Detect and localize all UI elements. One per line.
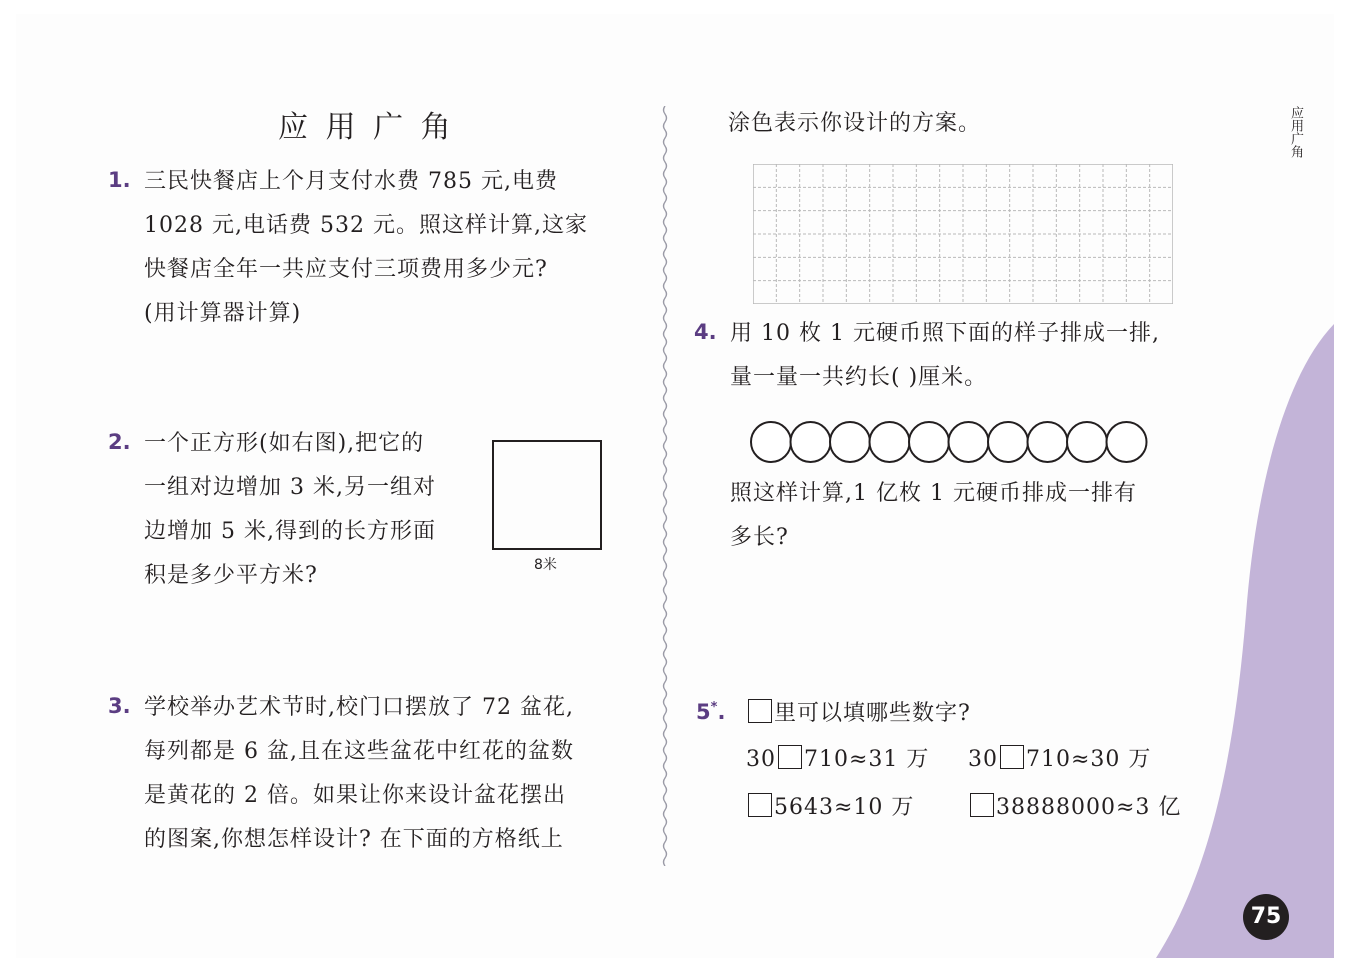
- question-1-line-2: 1028 元,电话费 532 元。照这样计算,这家: [144, 213, 588, 238]
- q5-item-4-suffix: 38888000≈3 亿: [996, 795, 1182, 820]
- coin: [870, 422, 910, 462]
- coin-row: [749, 419, 1169, 465]
- page-fold-divider: [656, 106, 674, 866]
- question-5-num: 5: [696, 700, 711, 724]
- question-4-line-3: 照这样计算,1 亿枚 1 元硬币排成一排有: [730, 481, 1137, 506]
- question-2-number: 2.: [108, 430, 131, 454]
- question-5-prompt: 里可以填哪些数字?: [774, 701, 971, 726]
- question-5-prompt-line: [746, 696, 971, 727]
- question-3-line-3: 是黄花的 2 倍。如果让你来设计盆花摆出: [144, 783, 566, 808]
- question-5-dot: .: [717, 700, 726, 724]
- q5-item-2-suffix: 710≈30 万: [1026, 747, 1152, 772]
- question-1-number: 1.: [108, 168, 131, 192]
- square-figure: [492, 440, 602, 550]
- q5-item-1-suffix: 710≈31 万: [804, 747, 930, 772]
- q5-item-4-box[interactable]: [970, 793, 994, 817]
- question-3-line-1: 学校举办艺术节时,校门口摆放了 72 盆花,: [144, 695, 574, 720]
- q5-item-1: [746, 742, 929, 773]
- q5-item-2-box[interactable]: [1000, 745, 1024, 769]
- question-3-continued: 涂色表示你设计的方案。: [728, 111, 982, 136]
- coin: [1028, 422, 1068, 462]
- coin: [791, 422, 831, 462]
- question-2-line-4: 积是多少平方米?: [144, 563, 318, 588]
- page-number-badge: 75: [1243, 894, 1289, 940]
- coin: [1107, 422, 1147, 462]
- coin: [830, 422, 870, 462]
- coin: [1067, 422, 1107, 462]
- q5-item-1-prefix: 30: [746, 747, 776, 772]
- question-4-line-2: 量一量一共约长( )厘米。: [730, 365, 988, 390]
- question-3-number: 3.: [108, 694, 131, 718]
- square-side-label: 8米: [534, 557, 557, 573]
- q5-item-4: [968, 790, 1181, 821]
- question-2-line-1: 一个正方形(如右图),把它的: [144, 431, 425, 456]
- answer-box[interactable]: [748, 699, 772, 723]
- question-2-line-2: 一组对边增加 3 米,另一组对: [144, 475, 436, 500]
- coin: [751, 422, 791, 462]
- question-2-line-3: 边增加 5 米,得到的长方形面: [144, 519, 436, 544]
- coin: [949, 422, 989, 462]
- question-3-line-2: 每列都是 6 盆,且在这些盆花中红花的盆数: [144, 739, 574, 764]
- question-1-line-3: 快餐店全年一共应支付三项费用多少元?: [144, 257, 548, 282]
- q5-item-2-prefix: 30: [968, 747, 998, 772]
- question-4-line-4: 多长?: [730, 525, 789, 550]
- q5-item-3-box[interactable]: [748, 793, 772, 817]
- question-3-line-4: 的图案,你想怎样设计? 在下面的方格纸上: [144, 827, 564, 852]
- question-4-number: 4.: [694, 320, 717, 344]
- workbook-page: [16, 14, 1334, 958]
- q5-item-3-suffix: 5643≈10 万: [774, 795, 915, 820]
- optional-star: *: [710, 700, 718, 715]
- side-section-title: 应用广角: [1288, 106, 1303, 158]
- question-1-line-4: (用计算器计算): [144, 301, 302, 326]
- q5-item-2: [968, 742, 1151, 773]
- question-5-number: [696, 700, 725, 724]
- question-1-line-1: 三民快餐店上个月支付水费 785 元,电费: [144, 169, 558, 194]
- grid-paper[interactable]: [753, 164, 1173, 304]
- question-4-line-1: 用 10 枚 1 元硬币照下面的样子排成一排,: [730, 321, 1160, 346]
- q5-item-1-box[interactable]: [778, 745, 802, 769]
- page-title: 应 用 广 角: [278, 110, 455, 145]
- q5-item-3: [746, 790, 914, 821]
- coin: [909, 422, 949, 462]
- coin: [988, 422, 1028, 462]
